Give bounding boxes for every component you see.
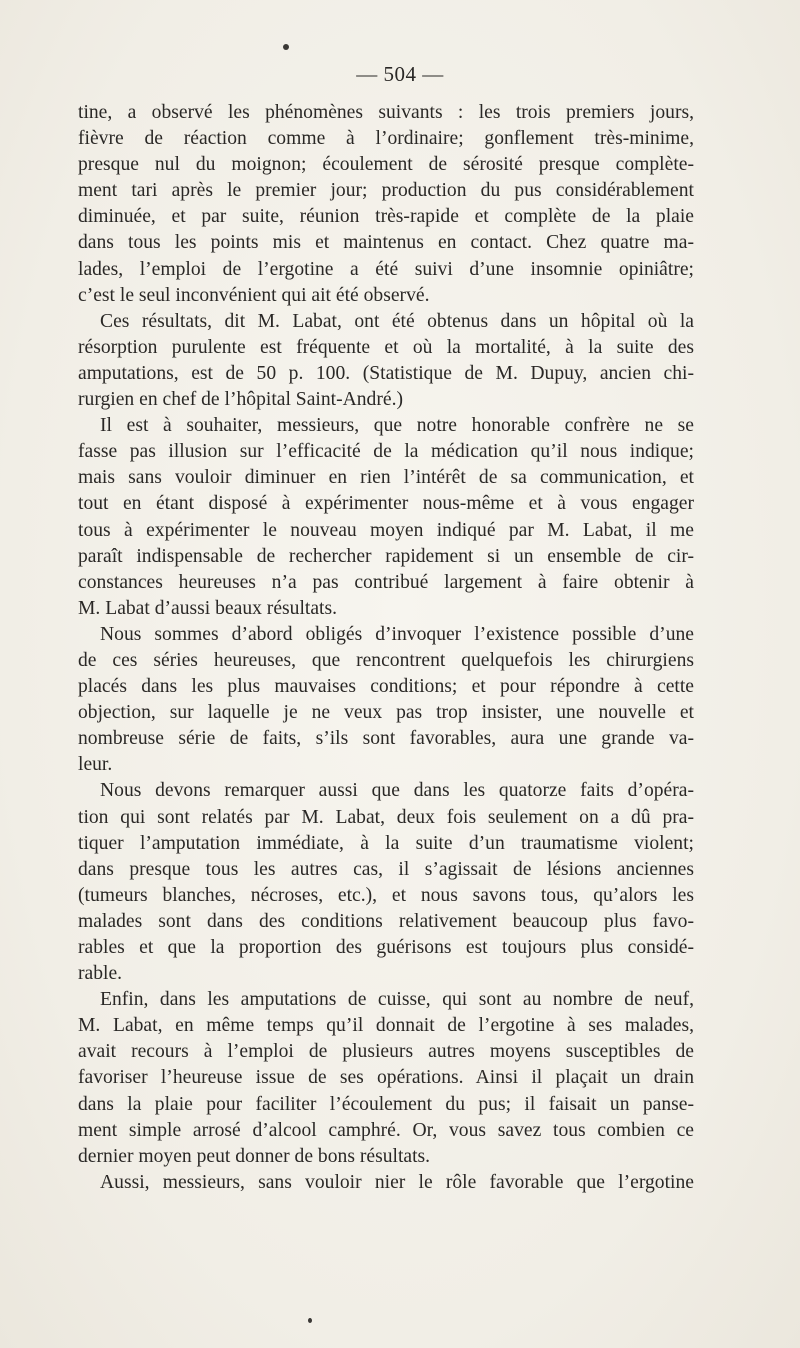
text-line: Nous devons remarquer aussi que dans les quatorze faits d’opéra- (100, 780, 694, 802)
text-line: lades, l’emploi de l’ergotine a été suivi d’une insomnie opiniâtre; (78, 258, 694, 280)
text-line: tiquer l’amputation immédiate, à la suite d’un traumatisme violent; (78, 832, 694, 854)
text-line: Aussi, messieurs, sans vouloir nier le rôle favorable que l’ergotine (100, 1171, 694, 1193)
text-line: tout en étant disposé à expérimenter nous-même et à vous engager (78, 493, 694, 515)
text-line: rable. (78, 963, 123, 985)
text-line: Ces résultats, dit M. Labat, ont été obtenus dans un hôpital où la (100, 310, 694, 332)
text-line: favoriser l’heureuse issue de ses opérations. Ainsi il plaçait un drain (78, 1067, 694, 1089)
ink-dot-top (283, 44, 289, 50)
text-line: (tumeurs blanches, nécroses, etc.), et nous savons tous, qu’alors les (78, 884, 694, 906)
ink-dot-bottom (308, 1318, 312, 1323)
text-line: dans la plaie pour faciliter l’écoulement du pus; il faisait un panse- (78, 1093, 694, 1115)
text-line: M. Labat d’aussi beaux résultats. (78, 597, 338, 619)
text-line: tous à expérimenter le nouveau moyen indiqué par M. Labat, il me (78, 519, 694, 541)
text-line: fièvre de réaction comme à l’ordinaire; gonflement très-minime, (78, 128, 694, 150)
text-line: de ces séries heureuses, que rencontrent quelquefois les chirurgiens (78, 649, 694, 671)
text-line: mais sans vouloir diminuer en rien l’intérêt de sa communication, et (78, 467, 694, 489)
text-line: ment simple arrosé d’alcool camphré. Or, vous savez tous combien ce (78, 1119, 694, 1141)
text-line: placés dans les plus mauvaises conditions; et pour répondre à cette (78, 676, 694, 698)
text-line: constances heureuses n’a pas contribué largement à faire obtenir à (78, 571, 694, 593)
text-line: résorption purulente est fréquente et où la mortalité, à la suite des (78, 336, 694, 358)
page-number: — 504 — (356, 62, 444, 86)
text-line: objection, sur laquelle je ne veux pas trop insister, une nouvelle et (78, 702, 694, 724)
text-line: avait recours à l’emploi de plusieurs autres moyens susceptibles de (78, 1041, 694, 1063)
body-text (78, 100, 694, 1196)
text-line: amputations, est de 50 p. 100. (Statistique de M. Dupuy, ancien chi- (78, 362, 694, 384)
text-line: malades sont dans des conditions relativement beaucoup plus favo- (78, 910, 694, 932)
text-line: tine, a observé les phénomènes suivants : les trois premiers jours, (78, 102, 694, 123)
text-line: Nous sommes d’abord obligés d’invoquer l’existence possible d’une (100, 623, 694, 645)
text-line: c’est le seul inconvénient qui ait été observé. (78, 284, 430, 306)
text-line: diminuée, et par suite, réunion très-rapide et complète de la plaie (78, 206, 694, 228)
text-line: dans presque tous les autres cas, il s’agissait de lésions anciennes (78, 858, 694, 880)
text-line: presque nul du moignon; écoulement de sérosité presque complète- (78, 154, 694, 176)
text-line: Enfin, dans les amputations de cuisse, qui sont au nombre de neuf, (100, 989, 694, 1011)
text-line: nombreuse série de faits, s’ils sont favorables, aura une grande va- (78, 728, 694, 750)
text-line: tion qui sont relatés par M. Labat, deux fois seulement on a dû pra- (78, 806, 694, 828)
text-line: leur. (78, 754, 113, 776)
text-line: rables et que la proportion des guérisons est toujours plus considé- (78, 937, 694, 958)
text-line: rurgien en chef de l’hôpital Saint-André.) (78, 389, 403, 411)
text-line: Il est à souhaiter, messieurs, que notre honorable confrère ne se (100, 415, 694, 437)
text-line: fasse pas illusion sur l’efficacité de la médication qu’il nous indique; (78, 441, 694, 463)
text-line: M. Labat, en même temps qu’il donnait de l’ergotine à ses malades, (78, 1015, 694, 1037)
text-line: ment tari après le premier jour; production du pus considérablement (78, 180, 694, 202)
text-line: paraît indispensable de rechercher rapidement si un ensemble de cir- (78, 545, 694, 567)
text-line: dans tous les points mis et maintenus en contact. Chez quatre ma- (78, 232, 694, 254)
text-line: dernier moyen peut donner de bons résultats. (78, 1145, 431, 1167)
